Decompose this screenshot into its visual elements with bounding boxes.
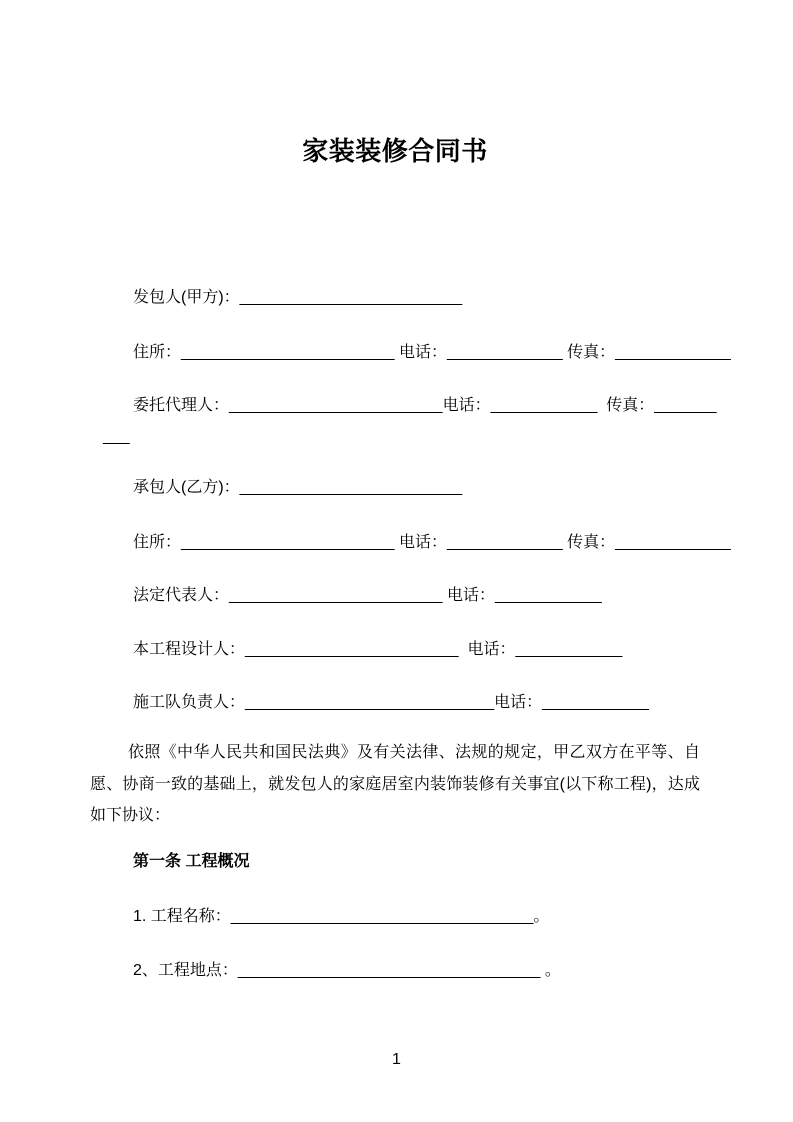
page-number: 1	[392, 1051, 401, 1068]
field-project-designer: 本工程设计人：________________________ 电话：____________	[133, 641, 623, 658]
field-party-a: 发包人(甲方)：_________________________	[133, 289, 463, 306]
field-party-b-address-phone-fax: 住所：________________________ 电话：_____________ 传真：_____________	[133, 534, 731, 551]
field-legal-representative: 法定代表人：________________________ 电话：____________	[133, 587, 602, 604]
field-entrusted-agent: 委托代理人：________________________电话：____________ 传真：_______	[133, 397, 717, 414]
field-construction-team-leader: 施工队负责人：____________________________电话：____________	[133, 694, 649, 711]
field-entrusted-agent-wrap: ___	[103, 428, 130, 445]
document-title: 家装装修合同书	[302, 136, 488, 166]
field-party-b: 承包人(乙方)：_________________________	[133, 479, 463, 496]
article-1-heading: 第一条 工程概况	[133, 852, 250, 870]
preamble-paragraph: 依照《中华人民共和国民法典》及有关法律、法规的规定，甲乙双方在平等、自愿、协商一致的基础上，就发包人的家庭居室内装饰装修有关事宜(以下称工程)，达成如下协议：	[90, 744, 700, 824]
article-1-item-project-name: 1. 工程名称：__________________________________。	[133, 907, 550, 925]
field-party-a-address-phone-fax: 住所：________________________ 电话：_____________ 传真：_____________	[133, 344, 731, 361]
article-1-item-project-location: 2、工程地点：__________________________________ 。	[133, 961, 561, 979]
